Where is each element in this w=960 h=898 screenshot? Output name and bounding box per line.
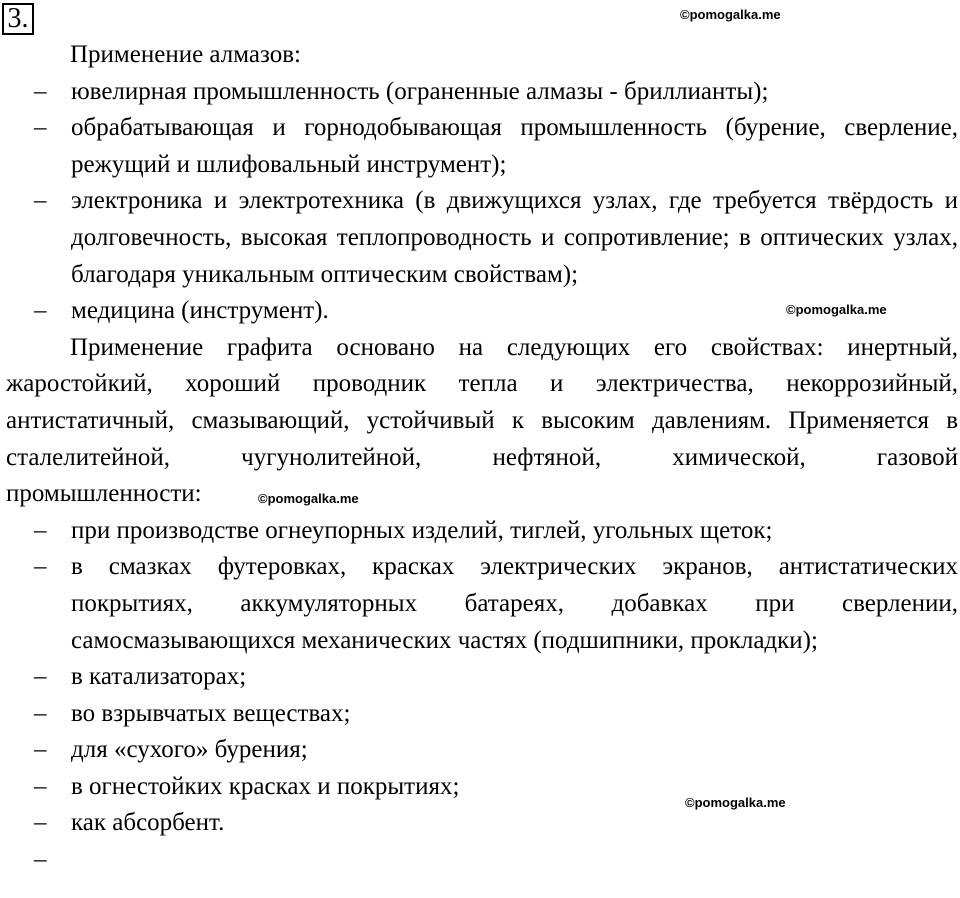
graphite-paragraph: Применение графита основано на следующих его свойствах: инертный, жаростойкий, хороший проводник тепла и электричества, некоррозийный, антистатичный, смазывающий, устойчивый к высоким давлениям. Применяется в сталелитейной, чугунолитейной, нефтяной, химической, газовой [6, 333, 958, 471]
dash-bullet: – [34, 114, 47, 142]
watermark: ©pomogalka.me [680, 7, 781, 22]
list-item [6, 183, 958, 293]
list-item [6, 293, 958, 330]
watermark: ©pomogalka.me [258, 491, 359, 506]
list-item-text: в огнестойких красках и покрытиях; [71, 772, 460, 800]
watermark: ©pomogalka.me [786, 302, 887, 317]
dash-bullet: – [34, 736, 47, 764]
dash-bullet: – [34, 772, 47, 800]
dash-bullet: – [34, 553, 47, 581]
list-item [6, 110, 958, 183]
dash-bullet: – [34, 77, 47, 105]
list-item [6, 74, 958, 111]
list-item-text [71, 846, 77, 873]
graphite-paragraph-end: промышленности: [6, 480, 202, 508]
diamonds-heading: Применение алмазов: [70, 41, 301, 68]
list-item-text: обрабатывающая и горнодобывающая промышленность (бурение, сверление, режущий и шлифовальный инструмент); [71, 114, 958, 178]
dash-bullet: – [34, 663, 47, 691]
list-item [6, 805, 958, 842]
list-item-text: в катализаторах; [71, 663, 247, 691]
dash-bullet: – [34, 846, 47, 874]
dash-bullet: – [34, 187, 47, 215]
list-item [6, 769, 958, 806]
list-item-text: медицина (инструмент). [71, 297, 329, 325]
task-number: 3. [2, 3, 34, 35]
dash-bullet: – [34, 699, 47, 727]
list-item-text: при производстве огнеупорных изделий, тиглей, угольных щеток; [71, 516, 773, 544]
list-item [6, 513, 958, 550]
list-item [6, 732, 958, 769]
dash-bullet: – [34, 297, 47, 325]
watermark: ©pomogalka.me [685, 795, 786, 810]
list-item-text: для «сухого» бурения; [71, 736, 308, 764]
list-item [6, 549, 958, 659]
dash-bullet: – [34, 516, 47, 544]
list-item [6, 659, 958, 696]
list-item-text: ювелирная промышленность (ограненные алмазы - бриллианты); [71, 77, 769, 105]
list-item [6, 696, 958, 733]
list-item-text: электроника и электротехника (в движущихся узлах, где требуется твёрдость и долговечность, высокая теплопроводность и сопротивление; в оптических узлах, благодаря уникальным оптическим свойствам); [71, 187, 958, 288]
list-item-text: во взрывчатых веществах; [71, 699, 351, 727]
list-item-text: в смазках футеровках, красках электрических экранов, антистатических покрытиях, аккумуляторных батареях, добавках при сверлении, самосмазывающихся механических частях (подшипники, прокладки); [71, 553, 958, 654]
document-body [6, 37, 958, 879]
dash-bullet: – [34, 809, 47, 837]
list-item-text: как абсорбент. [71, 809, 225, 837]
list-item [6, 842, 958, 879]
